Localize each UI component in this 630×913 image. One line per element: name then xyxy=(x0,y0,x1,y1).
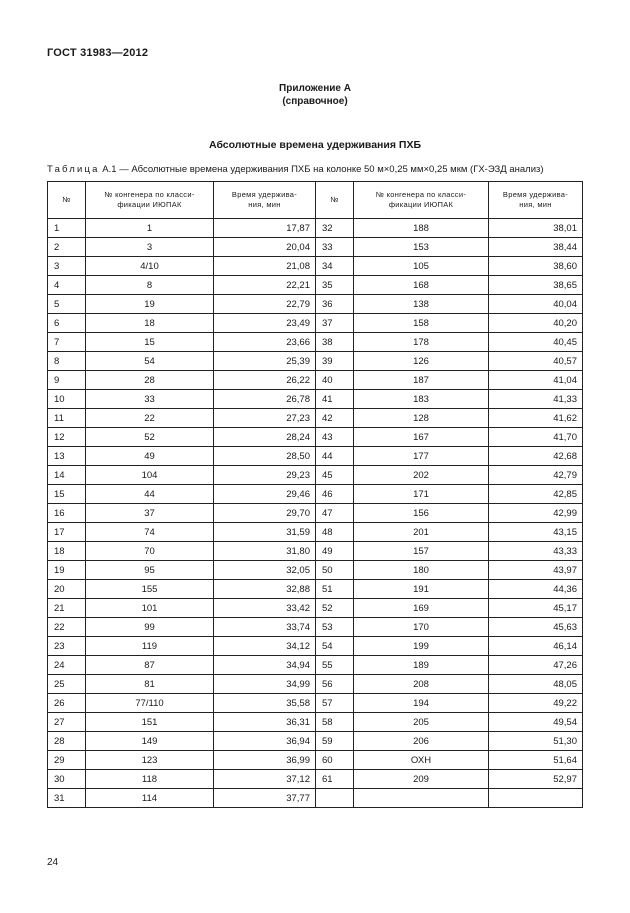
column-header-congener-line1: № конгенера по класси- xyxy=(104,190,195,199)
column-header-congener-line2: фикации ИЮПАК xyxy=(388,200,454,209)
table-row xyxy=(48,352,583,371)
cell-number: 58 xyxy=(316,713,354,732)
cell-number: 29 xyxy=(48,751,86,770)
cell-number: 40 xyxy=(316,371,354,390)
cell-number: 22 xyxy=(48,618,86,637)
cell-number: 12 xyxy=(48,428,86,447)
cell-congener: 114 xyxy=(86,789,214,808)
cell-number: 6 xyxy=(48,314,86,333)
cell-retention-time: 38,60 xyxy=(489,257,583,276)
table-row xyxy=(48,428,583,447)
cell-number: 57 xyxy=(316,694,354,713)
table-row xyxy=(48,713,583,732)
cell-retention-time: 21,08 xyxy=(214,257,316,276)
cell-congener: 101 xyxy=(86,599,214,618)
retention-times-table xyxy=(47,181,583,808)
cell-number: 34 xyxy=(316,257,354,276)
cell-retention-time: 26,22 xyxy=(214,371,316,390)
cell-retention-time: 38,01 xyxy=(489,219,583,238)
cell-number: 17 xyxy=(48,523,86,542)
cell-retention-time: 23,49 xyxy=(214,314,316,333)
column-header-congener-line1: № конгенера по класси- xyxy=(375,190,467,199)
column-header-congener xyxy=(86,182,214,219)
column-header-time xyxy=(214,182,316,219)
table-row xyxy=(48,371,583,390)
cell-number: 2 xyxy=(48,238,86,257)
column-header-time xyxy=(489,182,583,219)
document-code: ГОСТ 31983—2012 xyxy=(47,47,149,59)
cell-number: 3 xyxy=(48,257,86,276)
cell-congener: 99 xyxy=(86,618,214,637)
cell-congener: 208 xyxy=(354,675,489,694)
cell-retention-time: 31,80 xyxy=(214,542,316,561)
cell-congener: 44 xyxy=(86,485,214,504)
cell-retention-time: 29,70 xyxy=(214,504,316,523)
cell-congener: 157 xyxy=(354,542,489,561)
cell-retention-time: 36,31 xyxy=(214,713,316,732)
cell-retention-time: 36,99 xyxy=(214,751,316,770)
cell-congener: 104 xyxy=(86,466,214,485)
cell-congener: 209 xyxy=(354,770,489,789)
table-row xyxy=(48,694,583,713)
cell-congener: 170 xyxy=(354,618,489,637)
table-row xyxy=(48,295,583,314)
cell-congener: 87 xyxy=(86,656,214,675)
cell-congener: 128 xyxy=(354,409,489,428)
cell-retention-time: 29,46 xyxy=(214,485,316,504)
table-row xyxy=(48,580,583,599)
cell-congener: 95 xyxy=(86,561,214,580)
cell-congener: 177 xyxy=(354,447,489,466)
column-header-congener-line2: фикации ИЮПАК xyxy=(117,200,182,209)
cell-retention-time: 48,05 xyxy=(489,675,583,694)
cell-congener: 126 xyxy=(354,352,489,371)
cell-congener: 52 xyxy=(86,428,214,447)
cell-number: 47 xyxy=(316,504,354,523)
table-caption-text: А.1 — Абсолютные времена удерживания ПХБ на колонке 50 м×0,25 мм×0,25 мкм (ГХ-ЭЗД анализ) xyxy=(99,164,544,175)
cell-number: 11 xyxy=(48,409,86,428)
cell-retention-time: 25,39 xyxy=(214,352,316,371)
cell-congener: 119 xyxy=(86,637,214,656)
cell-congener: 1 xyxy=(86,219,214,238)
cell-retention-time: 28,24 xyxy=(214,428,316,447)
table-row xyxy=(48,751,583,770)
table-row xyxy=(48,789,583,808)
cell-retention-time: 26,78 xyxy=(214,390,316,409)
cell-retention-time: 43,15 xyxy=(489,523,583,542)
cell-congener: 199 xyxy=(354,637,489,656)
cell-retention-time: 23,66 xyxy=(214,333,316,352)
cell-retention-time: 22,79 xyxy=(214,295,316,314)
cell-congener: 156 xyxy=(354,504,489,523)
cell-number: 13 xyxy=(48,447,86,466)
cell-retention-time: 40,04 xyxy=(489,295,583,314)
cell-retention-time: 37,77 xyxy=(214,789,316,808)
cell-congener: 37 xyxy=(86,504,214,523)
cell-congener: 168 xyxy=(354,276,489,295)
cell-congener: 19 xyxy=(86,295,214,314)
cell-congener: 188 xyxy=(354,219,489,238)
cell-retention-time: 42,79 xyxy=(489,466,583,485)
cell-number: 14 xyxy=(48,466,86,485)
cell-retention-time: 52,97 xyxy=(489,770,583,789)
cell-number: 36 xyxy=(316,295,354,314)
table-row xyxy=(48,447,583,466)
table-row xyxy=(48,675,583,694)
cell-number: 45 xyxy=(316,466,354,485)
cell-number: 42 xyxy=(316,409,354,428)
cell-retention-time: 33,42 xyxy=(214,599,316,618)
cell-number: 19 xyxy=(48,561,86,580)
cell-retention-time: 49,22 xyxy=(489,694,583,713)
table-row xyxy=(48,599,583,618)
cell-retention-time: 31,59 xyxy=(214,523,316,542)
cell-number: 35 xyxy=(316,276,354,295)
cell-retention-time: 37,12 xyxy=(214,770,316,789)
cell-congener: 77/110 xyxy=(86,694,214,713)
section-title: Абсолютные времена удерживания ПХБ xyxy=(209,139,421,151)
cell-congener: ОХН xyxy=(354,751,489,770)
cell-number: 5 xyxy=(48,295,86,314)
cell-retention-time: 34,12 xyxy=(214,637,316,656)
cell-number: 43 xyxy=(316,428,354,447)
empty-cell xyxy=(354,789,489,808)
cell-congener: 194 xyxy=(354,694,489,713)
cell-number: 10 xyxy=(48,390,86,409)
table-row xyxy=(48,390,583,409)
cell-congener: 189 xyxy=(354,656,489,675)
page-number: 24 xyxy=(47,857,59,868)
cell-number: 54 xyxy=(316,637,354,656)
table-row xyxy=(48,485,583,504)
cell-number: 8 xyxy=(48,352,86,371)
cell-number: 50 xyxy=(316,561,354,580)
cell-retention-time: 32,88 xyxy=(214,580,316,599)
cell-number: 51 xyxy=(316,580,354,599)
cell-retention-time: 34,99 xyxy=(214,675,316,694)
cell-congener: 70 xyxy=(86,542,214,561)
empty-cell xyxy=(316,789,354,808)
column-header-time-line1: Время удержива- xyxy=(502,190,569,199)
cell-number: 1 xyxy=(48,219,86,238)
column-header-time-line2: ния, мин xyxy=(519,200,552,209)
cell-number: 27 xyxy=(48,713,86,732)
cell-number: 24 xyxy=(48,656,86,675)
cell-number: 33 xyxy=(316,238,354,257)
cell-number: 32 xyxy=(316,219,354,238)
cell-number: 28 xyxy=(48,732,86,751)
table-body xyxy=(48,219,583,808)
cell-congener: 169 xyxy=(354,599,489,618)
cell-congener: 28 xyxy=(86,371,214,390)
cell-congener: 180 xyxy=(354,561,489,580)
table-row xyxy=(48,333,583,352)
annex-title: Приложение А xyxy=(279,83,351,94)
cell-retention-time: 27,23 xyxy=(214,409,316,428)
cell-number: 52 xyxy=(316,599,354,618)
table-row xyxy=(48,409,583,428)
cell-retention-time: 36,94 xyxy=(214,732,316,751)
table-caption xyxy=(47,164,544,175)
column-header-no: № xyxy=(316,182,354,219)
cell-number: 9 xyxy=(48,371,86,390)
cell-retention-time: 40,57 xyxy=(489,352,583,371)
cell-number: 15 xyxy=(48,485,86,504)
table-row xyxy=(48,257,583,276)
cell-congener: 33 xyxy=(86,390,214,409)
cell-congener: 178 xyxy=(354,333,489,352)
cell-retention-time: 41,62 xyxy=(489,409,583,428)
cell-congener: 187 xyxy=(354,371,489,390)
cell-retention-time: 42,85 xyxy=(489,485,583,504)
cell-congener: 167 xyxy=(354,428,489,447)
table-caption-prefix: Таблица xyxy=(47,164,100,175)
table-row xyxy=(48,542,583,561)
cell-congener: 4/10 xyxy=(86,257,214,276)
cell-congener: 15 xyxy=(86,333,214,352)
cell-number: 18 xyxy=(48,542,86,561)
cell-congener: 191 xyxy=(354,580,489,599)
cell-retention-time: 40,20 xyxy=(489,314,583,333)
cell-retention-time: 42,68 xyxy=(489,447,583,466)
cell-congener: 149 xyxy=(86,732,214,751)
cell-retention-time: 42,99 xyxy=(489,504,583,523)
cell-number: 4 xyxy=(48,276,86,295)
cell-number: 61 xyxy=(316,770,354,789)
cell-number: 7 xyxy=(48,333,86,352)
cell-retention-time: 44,36 xyxy=(489,580,583,599)
cell-retention-time: 41,33 xyxy=(489,390,583,409)
table-row xyxy=(48,276,583,295)
cell-number: 56 xyxy=(316,675,354,694)
annex-heading xyxy=(0,82,630,108)
cell-retention-time: 17,87 xyxy=(214,219,316,238)
cell-number: 23 xyxy=(48,637,86,656)
table-row xyxy=(48,656,583,675)
table-row xyxy=(48,504,583,523)
cell-number: 25 xyxy=(48,675,86,694)
cell-number: 21 xyxy=(48,599,86,618)
cell-retention-time: 51,30 xyxy=(489,732,583,751)
cell-congener: 202 xyxy=(354,466,489,485)
column-header-time-line1: Время удержива- xyxy=(231,190,298,199)
cell-number: 55 xyxy=(316,656,354,675)
cell-number: 48 xyxy=(316,523,354,542)
cell-congener: 3 xyxy=(86,238,214,257)
cell-retention-time: 29,23 xyxy=(214,466,316,485)
cell-number: 39 xyxy=(316,352,354,371)
cell-retention-time: 45,17 xyxy=(489,599,583,618)
cell-number: 41 xyxy=(316,390,354,409)
cell-congener: 153 xyxy=(354,238,489,257)
cell-congener: 171 xyxy=(354,485,489,504)
column-header-no: № xyxy=(48,182,86,219)
cell-congener: 158 xyxy=(354,314,489,333)
cell-number: 30 xyxy=(48,770,86,789)
cell-congener: 74 xyxy=(86,523,214,542)
cell-number: 26 xyxy=(48,694,86,713)
cell-retention-time: 49,54 xyxy=(489,713,583,732)
cell-congener: 206 xyxy=(354,732,489,751)
cell-congener: 81 xyxy=(86,675,214,694)
cell-retention-time: 43,33 xyxy=(489,542,583,561)
table-row xyxy=(48,561,583,580)
table-row xyxy=(48,637,583,656)
cell-retention-time: 35,58 xyxy=(214,694,316,713)
annex-subtitle: (справочное) xyxy=(282,96,348,107)
column-header-time-line2: ния, мин xyxy=(248,200,281,209)
table-row xyxy=(48,523,583,542)
column-header-congener xyxy=(354,182,489,219)
cell-retention-time: 40,45 xyxy=(489,333,583,352)
table-row xyxy=(48,618,583,637)
cell-number: 44 xyxy=(316,447,354,466)
cell-congener: 183 xyxy=(354,390,489,409)
cell-retention-time: 41,70 xyxy=(489,428,583,447)
cell-retention-time: 32,05 xyxy=(214,561,316,580)
cell-retention-time: 28,50 xyxy=(214,447,316,466)
cell-number: 46 xyxy=(316,485,354,504)
cell-retention-time: 34,94 xyxy=(214,656,316,675)
cell-retention-time: 38,44 xyxy=(489,238,583,257)
cell-congener: 201 xyxy=(354,523,489,542)
cell-number: 59 xyxy=(316,732,354,751)
cell-number: 16 xyxy=(48,504,86,523)
cell-congener: 118 xyxy=(86,770,214,789)
table-row xyxy=(48,219,583,238)
cell-retention-time: 46,14 xyxy=(489,637,583,656)
cell-congener: 155 xyxy=(86,580,214,599)
cell-retention-time: 41,04 xyxy=(489,371,583,390)
table-header-row xyxy=(48,182,583,219)
cell-congener: 49 xyxy=(86,447,214,466)
cell-number: 49 xyxy=(316,542,354,561)
cell-retention-time: 47,26 xyxy=(489,656,583,675)
cell-retention-time: 51,64 xyxy=(489,751,583,770)
cell-congener: 205 xyxy=(354,713,489,732)
empty-cell xyxy=(489,789,583,808)
table-row xyxy=(48,466,583,485)
cell-congener: 151 xyxy=(86,713,214,732)
cell-retention-time: 22,21 xyxy=(214,276,316,295)
cell-retention-time: 38,65 xyxy=(489,276,583,295)
cell-number: 37 xyxy=(316,314,354,333)
cell-number: 53 xyxy=(316,618,354,637)
cell-number: 31 xyxy=(48,789,86,808)
cell-congener: 54 xyxy=(86,352,214,371)
cell-congener: 138 xyxy=(354,295,489,314)
cell-retention-time: 45,63 xyxy=(489,618,583,637)
cell-number: 60 xyxy=(316,751,354,770)
cell-congener: 18 xyxy=(86,314,214,333)
table-row xyxy=(48,314,583,333)
cell-congener: 123 xyxy=(86,751,214,770)
cell-congener: 22 xyxy=(86,409,214,428)
cell-number: 38 xyxy=(316,333,354,352)
cell-retention-time: 33,74 xyxy=(214,618,316,637)
cell-retention-time: 20,04 xyxy=(214,238,316,257)
cell-congener: 105 xyxy=(354,257,489,276)
cell-congener: 8 xyxy=(86,276,214,295)
table-row xyxy=(48,732,583,751)
table-row xyxy=(48,770,583,789)
table-row xyxy=(48,238,583,257)
cell-number: 20 xyxy=(48,580,86,599)
cell-retention-time: 43,97 xyxy=(489,561,583,580)
